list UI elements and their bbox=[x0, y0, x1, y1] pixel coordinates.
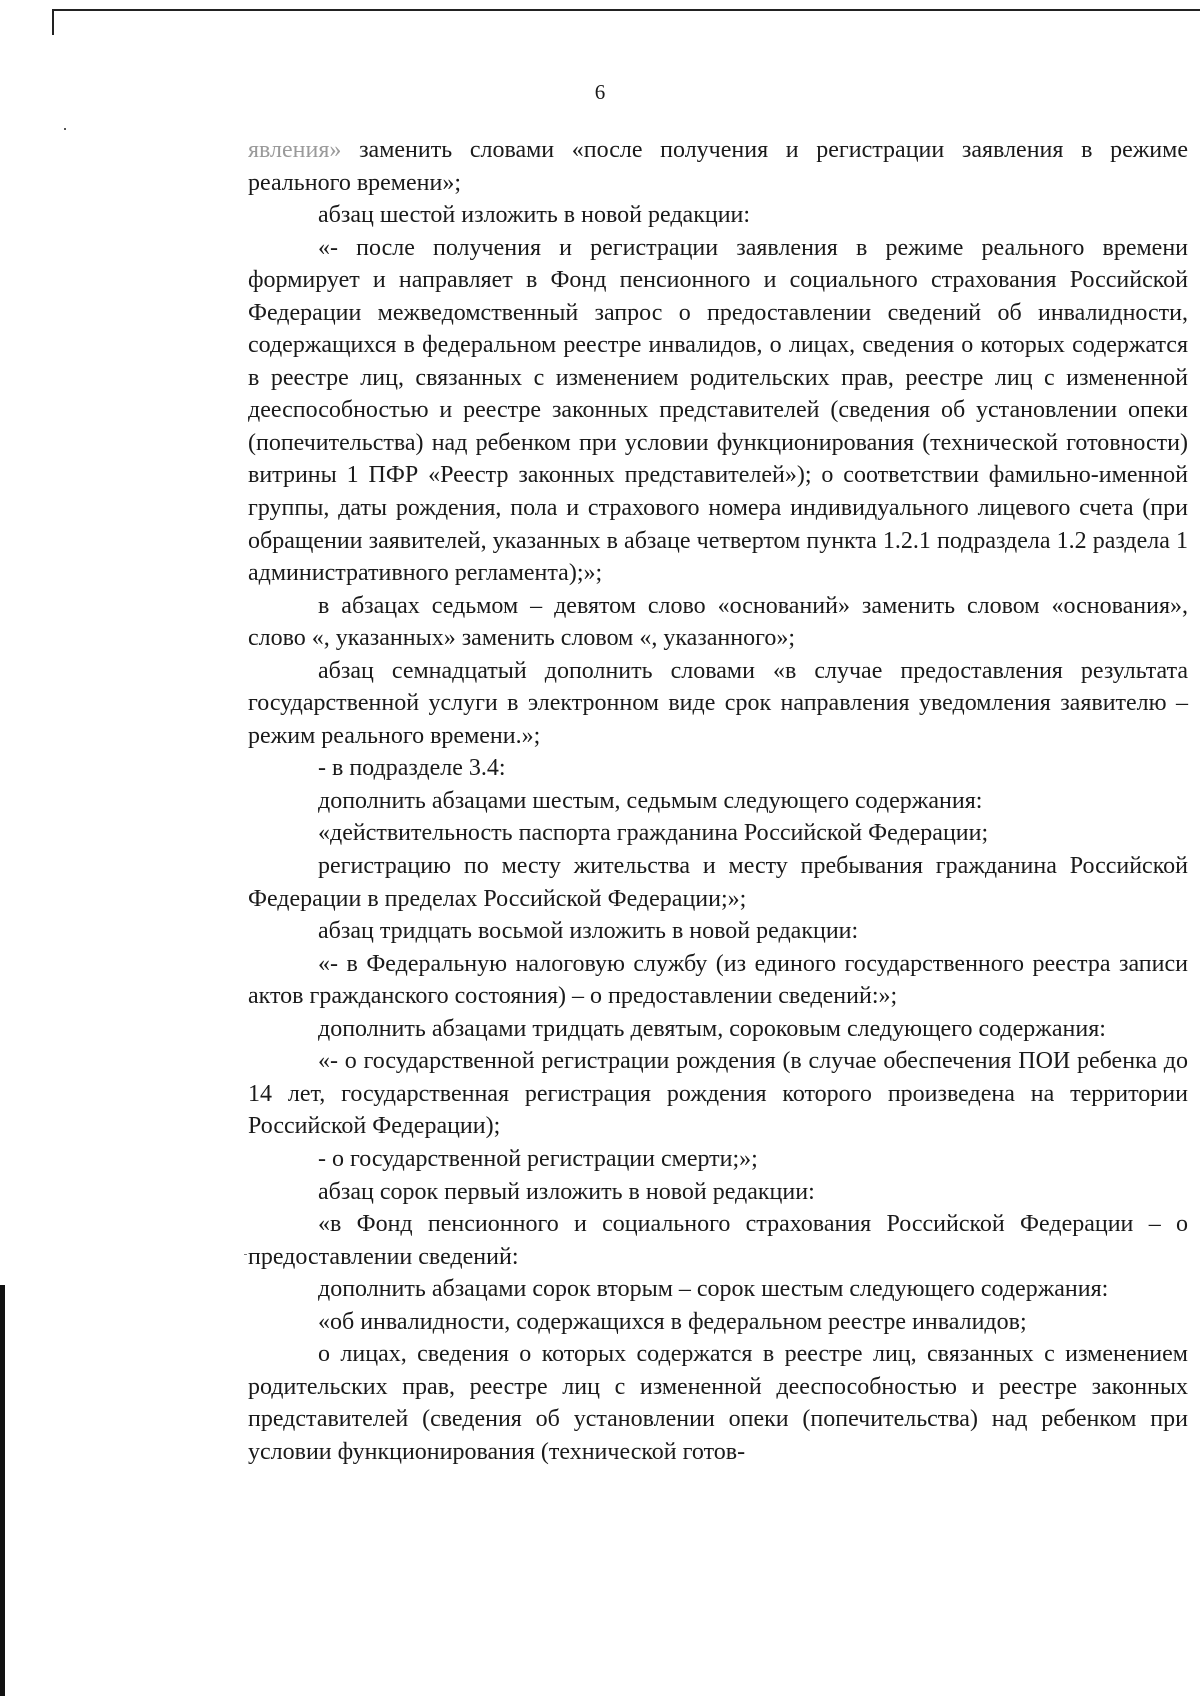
paragraph: абзац сорок первый изложить в новой редакции: bbox=[318, 1178, 815, 1205]
paragraph: «- после получения и регистрации заявления в режиме реального времени формирует и направляет в Фонд пенсионного и социального страхования Российской Федерации межведомственный запрос о предоставлении сведений об инвалидности, содержащихся в федеральном реестре инвалидов, о лицах, сведения о которых содержатся в реестре лиц, связанных с изменением родительских прав, реестре лиц с измененной дееспособностью и реестре законных представителей (сведения об установлении опеки (попечительства) над ребенком при условии функционирования (технической готовности) витрины 1 ПФР «Реестр законных представителей»); о соответствии фамильно-именной группы, даты рождения, пола и страхового номера индивидуального лицевого счета (при обращении заявителей, указанных в абзаце четвертом пункта 1.2.1 подраздела 1.2 раздела 1 административного регламента);»; bbox=[248, 234, 1188, 587]
paragraph: регистрацию по месту жительства и месту пребывания гражданина Российской Федерации в пределах Российской Федерации;»; bbox=[248, 853, 1188, 912]
faded-fragment: явления» bbox=[248, 137, 342, 163]
scan-top-border bbox=[52, 9, 1200, 11]
paragraph: «- о государственной регистрации рождения (в случае обеспечения ПОИ ребенка до 14 лет, государственная регистрация рождения которого произведена на территории Российской Федерации); bbox=[248, 1048, 1188, 1140]
paragraph: «- в Федеральную налоговую службу (из единого государственного реестра записи актов гражданского состояния) – о предоставлении сведений:»; bbox=[248, 950, 1188, 1010]
paragraph: «действительность паспорта гражданина Российской Федерации; bbox=[318, 820, 989, 847]
paragraph: дополнить абзацами тридцать девятым, сороковым следующего содержания: bbox=[318, 1015, 1106, 1042]
scan-corner-mark bbox=[52, 9, 54, 35]
paragraph: «в Фонд пенсионного и социального страхования Российской Федерации – о предоставлении сведений: bbox=[248, 1211, 1188, 1270]
paragraph: дополнить абзацами сорок вторым – сорок шестым следующего содержания: bbox=[318, 1276, 1109, 1303]
scan-left-edge-shadow bbox=[0, 1285, 5, 1696]
paragraph-text: заменить словами «после получения и регистрации заявления в режиме реального времени»; bbox=[248, 137, 1188, 196]
paragraph: - о государственной регистрации смерти;»; bbox=[318, 1145, 758, 1172]
paragraph: «об инвалидности, содержащихся в федеральном реестре инвалидов; bbox=[318, 1308, 1027, 1335]
page-number: 6 bbox=[594, 80, 606, 104]
paragraph bbox=[248, 134, 1188, 199]
paragraph: абзац тридцать восьмой изложить в новой редакции: bbox=[318, 918, 859, 945]
paragraph: дополнить абзацами шестым, седьмым следующего содержания: bbox=[318, 787, 983, 814]
paragraph: абзац семнадцатый дополнить словами «в случае предоставления результата государственной услуги в электронном виде срок направления уведомления заявителю – режим реального времени.»; bbox=[248, 657, 1188, 749]
paragraph: - в подразделе 3.4: bbox=[318, 755, 506, 782]
scan-speck bbox=[244, 1254, 247, 1255]
paragraph: абзац шестой изложить в новой редакции: bbox=[318, 202, 751, 229]
paragraph: о лицах, сведения о которых содержатся в реестре лиц, связанных с изменением родительских прав, реестре лиц с измененной дееспособностью и реестре законных представителей (сведения об установлении опеки (попечительства) над ребенком при условии функционирования (технической готов- bbox=[248, 1341, 1188, 1465]
document-body bbox=[248, 134, 1188, 1468]
paragraph: в абзацах седьмом – девятом слово «оснований» заменить словом «основания», слово «, указанных» заменить словом «, указанного»; bbox=[248, 592, 1188, 652]
scan-speck bbox=[64, 128, 66, 130]
